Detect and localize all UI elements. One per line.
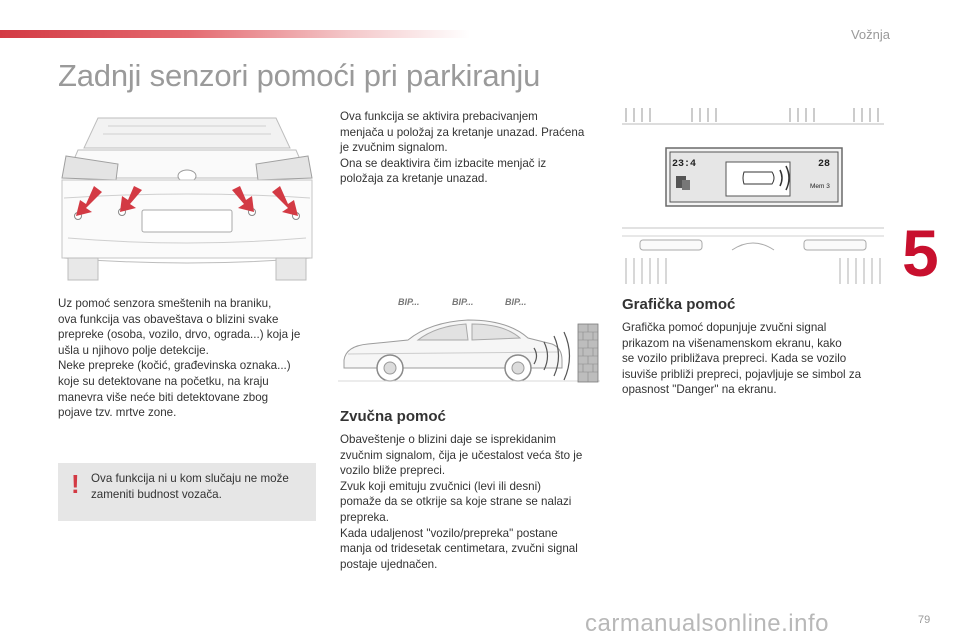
section-name: Vožnja [850,27,890,42]
header-accent-bar [0,30,470,38]
bip-label-1: BIP... [398,297,420,307]
warning-exclamation-icon: ! [71,469,80,499]
chapter-number: 5 [902,216,939,290]
graphic-text: Grafička pomoć dopunjuje zvučni signal prikazom na višenamenskom ekranu, kako se vozilo približava prepreci. Kada se vozilo isuviše približi prepreci, pojavljuje se simbol za opasnost "Danger" na ekranu. [622,321,862,397]
display-time: 23:4 [672,159,697,170]
activation-text: Ova funkcija se aktivira prebacivanjem menjača u položaj za kretanje unazad. Praćena je zvučnim signalom. Ona se deaktivira čim izbacite menjač iz položaja za kretanje unazad. [340,110,585,186]
audio-text: Obaveštenje o blizini daje se isprekidanim zvučnim signalom, čija je učestalost veća što je vozilo bliže prepreci. Zvuk koji emituju zvučnici (levi ili desni) pomaže da se otkrije sa koje strane se nalazi prepreka. Kada udaljenost "vozilo/prepreka" postane manja od tridesetak centimetara, zvučni signal postaje ujednačen. [340,433,583,571]
display-memory: Mem 3 [810,183,830,190]
graphic-heading: Grafička pomoć [622,296,736,313]
bip-label-3: BIP... [505,297,527,307]
car-sound-illustration [338,310,600,392]
bip-label-2: BIP... [452,297,474,307]
warning-box [58,463,316,521]
rear-bumper-illustration [58,108,316,284]
page-title: Zadnji senzori pomoći pri parkiranju [58,58,541,93]
dashboard-display-illustration [622,108,884,284]
display-temperature: 28 [818,159,831,170]
warning-text: Ova funkcija ni u kom slučaju ne može zameniti budnost vozača. [91,472,289,501]
audio-heading: Zvučna pomoć [340,408,446,425]
page-number: 79 [918,614,931,626]
watermark: carmanualsonline.info [585,610,829,637]
intro-text: Uz pomoć senzora smeštenih na braniku, ova funkcija vas obaveštava o blizini svake prepreke (osoba, vozilo, drvo, ograda...) koja je ušla u njihovo polje detekcije. Neke prepreke (kočić, građevinska oznaka...) koje su detektovane na početku, na kraju manevra više neće biti detektovane zbog pojave tzv. mrtve zone. [58,297,301,420]
